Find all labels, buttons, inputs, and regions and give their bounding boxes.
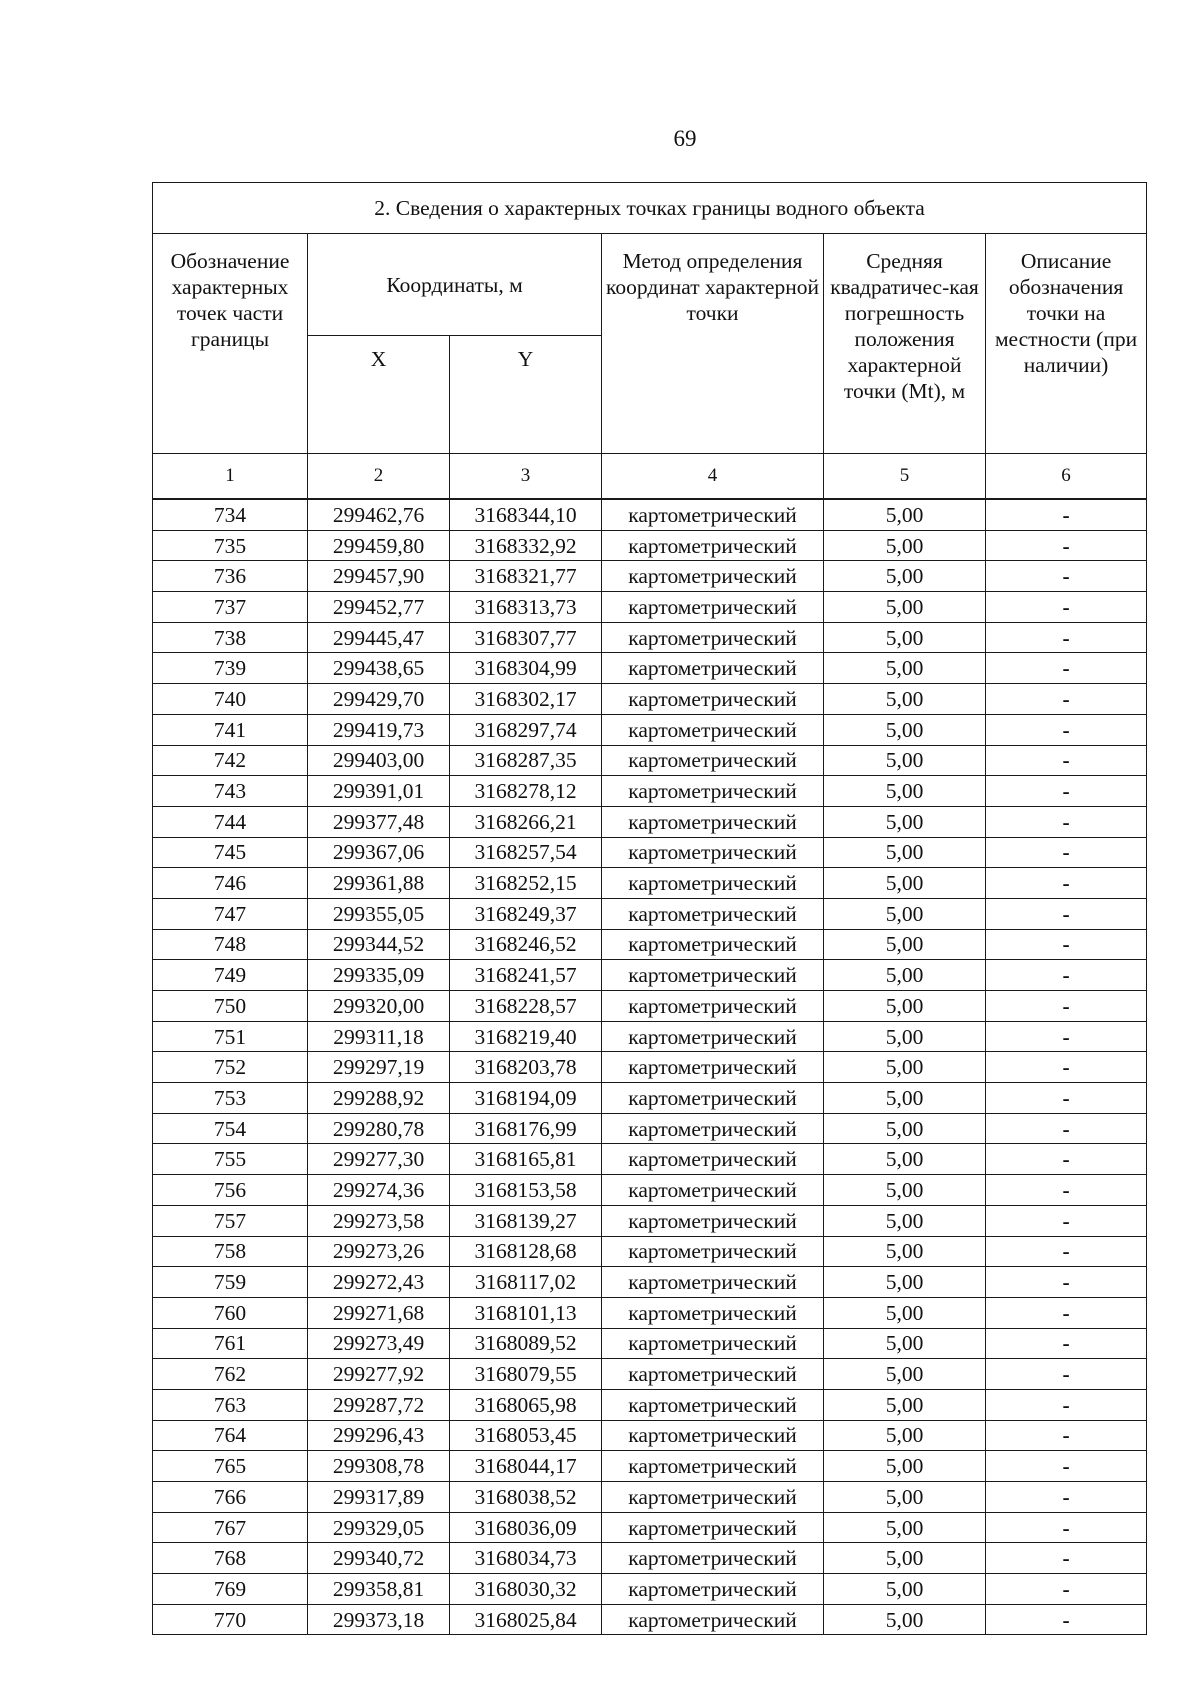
mean-error-cell: 5,00 — [824, 684, 986, 715]
method-cell: картометрический — [602, 837, 824, 868]
x-coordinate-cell: 299457,90 — [308, 561, 450, 592]
point-id-cell: 739 — [153, 653, 308, 684]
table-row — [153, 1543, 1147, 1574]
x-coordinate-cell: 299272,43 — [308, 1267, 450, 1298]
header-y: Y — [450, 336, 602, 454]
mean-error-cell: 5,00 — [824, 653, 986, 684]
column-number-row — [153, 454, 1147, 500]
description-cell: - — [986, 1512, 1147, 1543]
mean-error-cell: 5,00 — [824, 1451, 986, 1482]
description-cell: - — [986, 592, 1147, 623]
header-method: Метод определения координат характерной точки — [602, 234, 824, 454]
y-coordinate-cell: 3168203,78 — [450, 1052, 602, 1083]
mean-error-cell: 5,00 — [824, 1574, 986, 1605]
description-cell: - — [986, 1389, 1147, 1420]
x-coordinate-cell: 299355,05 — [308, 898, 450, 929]
x-coordinate-cell: 299344,52 — [308, 929, 450, 960]
method-cell: картометрический — [602, 653, 824, 684]
description-cell: - — [986, 622, 1147, 653]
mean-error-cell: 5,00 — [824, 1359, 986, 1390]
point-id-cell: 765 — [153, 1451, 308, 1482]
method-cell: картометрический — [602, 1543, 824, 1574]
y-coordinate-cell: 3168257,54 — [450, 837, 602, 868]
y-coordinate-cell: 3168089,52 — [450, 1328, 602, 1359]
y-coordinate-cell: 3168302,17 — [450, 684, 602, 715]
mean-error-cell: 5,00 — [824, 776, 986, 807]
table-row — [153, 653, 1147, 684]
mean-error-cell: 5,00 — [824, 898, 986, 929]
table-row — [153, 1144, 1147, 1175]
table-row — [153, 1205, 1147, 1236]
table-row — [153, 868, 1147, 899]
y-coordinate-cell: 3168219,40 — [450, 1021, 602, 1052]
description-cell: - — [986, 1604, 1147, 1635]
x-coordinate-cell: 299296,43 — [308, 1420, 450, 1451]
point-id-cell: 746 — [153, 868, 308, 899]
mean-error-cell: 5,00 — [824, 1482, 986, 1513]
description-cell: - — [986, 1175, 1147, 1206]
point-id-cell: 763 — [153, 1389, 308, 1420]
description-cell: - — [986, 991, 1147, 1022]
table-row — [153, 1052, 1147, 1083]
description-cell: - — [986, 1420, 1147, 1451]
table-row — [153, 745, 1147, 776]
header-coordinates: Координаты, м — [308, 234, 602, 336]
x-coordinate-cell: 299308,78 — [308, 1451, 450, 1482]
mean-error-cell: 5,00 — [824, 1512, 986, 1543]
method-cell: картометрический — [602, 745, 824, 776]
table-row — [153, 837, 1147, 868]
x-coordinate-cell: 299271,68 — [308, 1297, 450, 1328]
description-cell: - — [986, 1083, 1147, 1114]
table-row — [153, 592, 1147, 623]
point-id-cell: 759 — [153, 1267, 308, 1298]
point-id-cell: 751 — [153, 1021, 308, 1052]
x-coordinate-cell: 299361,88 — [308, 868, 450, 899]
point-id-cell: 760 — [153, 1297, 308, 1328]
x-coordinate-cell: 299288,92 — [308, 1083, 450, 1114]
table-row — [153, 806, 1147, 837]
description-cell: - — [986, 776, 1147, 807]
method-cell: картометрический — [602, 561, 824, 592]
column-number: 6 — [986, 454, 1147, 500]
method-cell: картометрический — [602, 1389, 824, 1420]
method-cell: картометрический — [602, 1267, 824, 1298]
table-row — [153, 1267, 1147, 1298]
description-cell: - — [986, 1543, 1147, 1574]
table-row — [153, 776, 1147, 807]
point-id-cell: 747 — [153, 898, 308, 929]
y-coordinate-cell: 3168304,99 — [450, 653, 602, 684]
description-cell: - — [986, 960, 1147, 991]
point-id-cell: 743 — [153, 776, 308, 807]
x-coordinate-cell: 299403,00 — [308, 745, 450, 776]
x-coordinate-cell: 299358,81 — [308, 1574, 450, 1605]
x-coordinate-cell: 299373,18 — [308, 1604, 450, 1635]
point-id-cell: 754 — [153, 1113, 308, 1144]
description-cell: - — [986, 684, 1147, 715]
point-id-cell: 744 — [153, 806, 308, 837]
point-id-cell: 737 — [153, 592, 308, 623]
mean-error-cell: 5,00 — [824, 561, 986, 592]
point-id-cell: 745 — [153, 837, 308, 868]
x-coordinate-cell: 299287,72 — [308, 1389, 450, 1420]
description-cell: - — [986, 1144, 1147, 1175]
method-cell: картометрический — [602, 1604, 824, 1635]
method-cell: картометрический — [602, 1052, 824, 1083]
x-coordinate-cell: 299391,01 — [308, 776, 450, 807]
x-coordinate-cell: 299320,00 — [308, 991, 450, 1022]
point-id-cell: 769 — [153, 1574, 308, 1605]
point-id-cell: 755 — [153, 1144, 308, 1175]
point-id-cell: 767 — [153, 1512, 308, 1543]
x-coordinate-cell: 299429,70 — [308, 684, 450, 715]
mean-error-cell: 5,00 — [824, 806, 986, 837]
x-coordinate-cell: 299462,76 — [308, 499, 450, 530]
method-cell: картометрический — [602, 1512, 824, 1543]
x-coordinate-cell: 299377,48 — [308, 806, 450, 837]
table-title: 2. Сведения о характерных точках границы водного объекта — [153, 183, 1147, 234]
table-row — [153, 499, 1147, 530]
point-id-cell: 756 — [153, 1175, 308, 1206]
y-coordinate-cell: 3168252,15 — [450, 868, 602, 899]
mean-error-cell: 5,00 — [824, 745, 986, 776]
y-coordinate-cell: 3168153,58 — [450, 1175, 602, 1206]
x-coordinate-cell: 299274,36 — [308, 1175, 450, 1206]
method-cell: картометрический — [602, 684, 824, 715]
point-id-cell: 764 — [153, 1420, 308, 1451]
table-row — [153, 960, 1147, 991]
table-row — [153, 622, 1147, 653]
y-coordinate-cell: 3168139,27 — [450, 1205, 602, 1236]
method-cell: картометрический — [602, 1236, 824, 1267]
method-cell: картометрический — [602, 1482, 824, 1513]
x-coordinate-cell: 299273,26 — [308, 1236, 450, 1267]
description-cell: - — [986, 837, 1147, 868]
table-row — [153, 1021, 1147, 1052]
mean-error-cell: 5,00 — [824, 991, 986, 1022]
mean-error-cell: 5,00 — [824, 1267, 986, 1298]
x-coordinate-cell: 299277,92 — [308, 1359, 450, 1390]
mean-error-cell: 5,00 — [824, 929, 986, 960]
table-row — [153, 991, 1147, 1022]
y-coordinate-cell: 3168307,77 — [450, 622, 602, 653]
y-coordinate-cell: 3168053,45 — [450, 1420, 602, 1451]
y-coordinate-cell: 3168297,74 — [450, 714, 602, 745]
y-coordinate-cell: 3168025,84 — [450, 1604, 602, 1635]
header-mean-error: Средняя квадратичес-кая погрешность положения характерной точки (Mt), м — [824, 234, 986, 454]
description-cell: - — [986, 1482, 1147, 1513]
y-coordinate-cell: 3168266,21 — [450, 806, 602, 837]
table-row — [153, 1451, 1147, 1482]
method-cell: картометрический — [602, 1328, 824, 1359]
method-cell: картометрический — [602, 991, 824, 1022]
page-number: 69 — [673, 126, 697, 151]
y-coordinate-cell: 3168313,73 — [450, 592, 602, 623]
table-row — [153, 1359, 1147, 1390]
description-cell: - — [986, 745, 1147, 776]
mean-error-cell: 5,00 — [824, 868, 986, 899]
point-id-cell: 753 — [153, 1083, 308, 1114]
point-id-cell: 738 — [153, 622, 308, 653]
point-id-cell: 762 — [153, 1359, 308, 1390]
description-cell: - — [986, 1359, 1147, 1390]
mean-error-cell: 5,00 — [824, 837, 986, 868]
description-cell: - — [986, 868, 1147, 899]
y-coordinate-cell: 3168241,57 — [450, 960, 602, 991]
mean-error-cell: 5,00 — [824, 1052, 986, 1083]
x-coordinate-cell: 299277,30 — [308, 1144, 450, 1175]
point-id-cell: 766 — [153, 1482, 308, 1513]
table-row — [153, 1328, 1147, 1359]
point-id-cell: 768 — [153, 1543, 308, 1574]
mean-error-cell: 5,00 — [824, 960, 986, 991]
y-coordinate-cell: 3168278,12 — [450, 776, 602, 807]
mean-error-cell: 5,00 — [824, 1236, 986, 1267]
description-cell: - — [986, 1113, 1147, 1144]
y-coordinate-cell: 3168128,68 — [450, 1236, 602, 1267]
method-cell: картометрический — [602, 1205, 824, 1236]
mean-error-cell: 5,00 — [824, 1144, 986, 1175]
x-coordinate-cell: 299452,77 — [308, 592, 450, 623]
description-cell: - — [986, 1574, 1147, 1605]
mean-error-cell: 5,00 — [824, 1543, 986, 1574]
table-row — [153, 1512, 1147, 1543]
description-cell: - — [986, 714, 1147, 745]
mean-error-cell: 5,00 — [824, 714, 986, 745]
method-cell: картометрический — [602, 1420, 824, 1451]
table-row — [153, 1604, 1147, 1635]
x-coordinate-cell: 299367,06 — [308, 837, 450, 868]
y-coordinate-cell: 3168044,17 — [450, 1451, 602, 1482]
y-coordinate-cell: 3168194,09 — [450, 1083, 602, 1114]
y-coordinate-cell: 3168117,02 — [450, 1267, 602, 1298]
y-coordinate-cell: 3168246,52 — [450, 929, 602, 960]
table-row — [153, 1574, 1147, 1605]
description-cell: - — [986, 530, 1147, 561]
mean-error-cell: 5,00 — [824, 1113, 986, 1144]
table-row — [153, 1236, 1147, 1267]
method-cell: картометрический — [602, 1175, 824, 1206]
y-coordinate-cell: 3168079,55 — [450, 1359, 602, 1390]
method-cell: картометрический — [602, 1359, 824, 1390]
mean-error-cell: 5,00 — [824, 1604, 986, 1635]
method-cell: картометрический — [602, 714, 824, 745]
boundary-points-table — [152, 182, 1147, 1635]
method-cell: картометрический — [602, 592, 824, 623]
mean-error-cell: 5,00 — [824, 592, 986, 623]
point-id-cell: 758 — [153, 1236, 308, 1267]
method-cell: картометрический — [602, 622, 824, 653]
mean-error-cell: 5,00 — [824, 499, 986, 530]
x-coordinate-cell: 299273,49 — [308, 1328, 450, 1359]
table-row — [153, 898, 1147, 929]
method-cell: картометрический — [602, 530, 824, 561]
header-description: Описание обозначения точки на местности (при наличии) — [986, 234, 1147, 454]
mean-error-cell: 5,00 — [824, 1021, 986, 1052]
description-cell: - — [986, 561, 1147, 592]
method-cell: картометрический — [602, 1113, 824, 1144]
method-cell: картометрический — [602, 1451, 824, 1482]
description-cell: - — [986, 1205, 1147, 1236]
point-id-cell: 757 — [153, 1205, 308, 1236]
mean-error-cell: 5,00 — [824, 1328, 986, 1359]
point-id-cell: 734 — [153, 499, 308, 530]
y-coordinate-cell: 3168101,13 — [450, 1297, 602, 1328]
method-cell: картометрический — [602, 1297, 824, 1328]
method-cell: картометрический — [602, 1144, 824, 1175]
y-coordinate-cell: 3168065,98 — [450, 1389, 602, 1420]
description-cell: - — [986, 929, 1147, 960]
point-id-cell: 740 — [153, 684, 308, 715]
point-id-cell: 735 — [153, 530, 308, 561]
x-coordinate-cell: 299445,47 — [308, 622, 450, 653]
column-number: 3 — [450, 454, 602, 500]
method-cell: картометрический — [602, 929, 824, 960]
description-cell: - — [986, 1021, 1147, 1052]
point-id-cell: 749 — [153, 960, 308, 991]
point-id-cell: 750 — [153, 991, 308, 1022]
method-cell: картометрический — [602, 1083, 824, 1114]
description-cell: - — [986, 1297, 1147, 1328]
table-row — [153, 714, 1147, 745]
mean-error-cell: 5,00 — [824, 1420, 986, 1451]
table-row — [153, 929, 1147, 960]
y-coordinate-cell: 3168038,52 — [450, 1482, 602, 1513]
table-row — [153, 530, 1147, 561]
point-id-cell: 761 — [153, 1328, 308, 1359]
table-row — [153, 1175, 1147, 1206]
table-row — [153, 1389, 1147, 1420]
column-number: 1 — [153, 454, 308, 500]
header-point-designation: Обозначение характерных точек части границы — [153, 234, 308, 454]
description-cell: - — [986, 1451, 1147, 1482]
x-coordinate-cell: 299335,09 — [308, 960, 450, 991]
method-cell: картометрический — [602, 806, 824, 837]
y-coordinate-cell: 3168332,92 — [450, 530, 602, 561]
x-coordinate-cell: 299438,65 — [308, 653, 450, 684]
table-row — [153, 1420, 1147, 1451]
table-row — [153, 1297, 1147, 1328]
y-coordinate-cell: 3168228,57 — [450, 991, 602, 1022]
point-id-cell: 742 — [153, 745, 308, 776]
description-cell: - — [986, 1328, 1147, 1359]
description-cell: - — [986, 1267, 1147, 1298]
point-id-cell: 770 — [153, 1604, 308, 1635]
description-cell: - — [986, 1236, 1147, 1267]
y-coordinate-cell: 3168249,37 — [450, 898, 602, 929]
column-number: 2 — [308, 454, 450, 500]
method-cell: картометрический — [602, 499, 824, 530]
column-number: 4 — [602, 454, 824, 500]
method-cell: картометрический — [602, 898, 824, 929]
x-coordinate-cell: 299311,18 — [308, 1021, 450, 1052]
y-coordinate-cell: 3168034,73 — [450, 1543, 602, 1574]
method-cell: картометрический — [602, 1021, 824, 1052]
x-coordinate-cell: 299419,73 — [308, 714, 450, 745]
x-coordinate-cell: 299459,80 — [308, 530, 450, 561]
x-coordinate-cell: 299317,89 — [308, 1482, 450, 1513]
y-coordinate-cell: 3168344,10 — [450, 499, 602, 530]
point-id-cell: 748 — [153, 929, 308, 960]
table-row — [153, 561, 1147, 592]
y-coordinate-cell: 3168036,09 — [450, 1512, 602, 1543]
description-cell: - — [986, 653, 1147, 684]
y-coordinate-cell: 3168030,32 — [450, 1574, 602, 1605]
mean-error-cell: 5,00 — [824, 622, 986, 653]
x-coordinate-cell: 299340,72 — [308, 1543, 450, 1574]
y-coordinate-cell: 3168321,77 — [450, 561, 602, 592]
mean-error-cell: 5,00 — [824, 1389, 986, 1420]
header-x: X — [308, 336, 450, 454]
y-coordinate-cell: 3168176,99 — [450, 1113, 602, 1144]
x-coordinate-cell: 299273,58 — [308, 1205, 450, 1236]
table-row — [153, 1482, 1147, 1513]
y-coordinate-cell: 3168165,81 — [450, 1144, 602, 1175]
x-coordinate-cell: 299329,05 — [308, 1512, 450, 1543]
point-id-cell: 741 — [153, 714, 308, 745]
point-id-cell: 736 — [153, 561, 308, 592]
table-row — [153, 1083, 1147, 1114]
y-coordinate-cell: 3168287,35 — [450, 745, 602, 776]
table-row — [153, 684, 1147, 715]
x-coordinate-cell: 299280,78 — [308, 1113, 450, 1144]
description-cell: - — [986, 499, 1147, 530]
method-cell: картометрический — [602, 776, 824, 807]
x-coordinate-cell: 299297,19 — [308, 1052, 450, 1083]
description-cell: - — [986, 898, 1147, 929]
table-row — [153, 1113, 1147, 1144]
mean-error-cell: 5,00 — [824, 1175, 986, 1206]
description-cell: - — [986, 1052, 1147, 1083]
mean-error-cell: 5,00 — [824, 1297, 986, 1328]
column-number: 5 — [824, 454, 986, 500]
method-cell: картометрический — [602, 960, 824, 991]
method-cell: картометрический — [602, 868, 824, 899]
mean-error-cell: 5,00 — [824, 530, 986, 561]
mean-error-cell: 5,00 — [824, 1083, 986, 1114]
description-cell: - — [986, 806, 1147, 837]
point-id-cell: 752 — [153, 1052, 308, 1083]
mean-error-cell: 5,00 — [824, 1205, 986, 1236]
method-cell: картометрический — [602, 1574, 824, 1605]
